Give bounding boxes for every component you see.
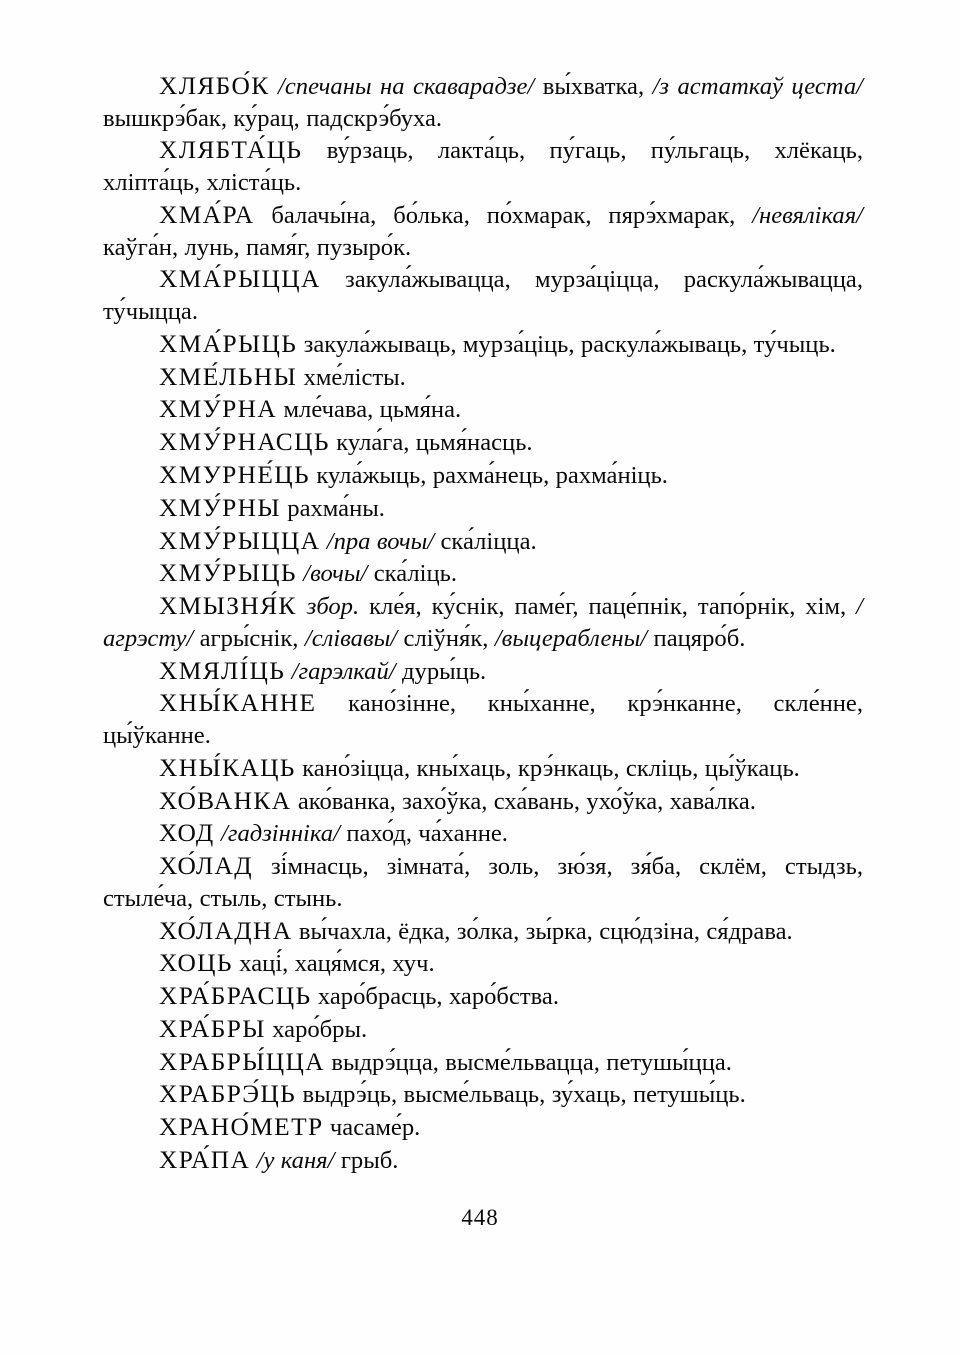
entry-headword: ХРАБРЫ́ЦЦА — [159, 1047, 325, 1076]
entry-synonyms-2: вышкрэ́бак, ку́рац, падскрэ́буха. — [103, 104, 443, 132]
entry-synonyms: ска́ліцца. — [440, 527, 537, 555]
entry-synonyms: дуры́ць. — [402, 657, 487, 685]
entry-headword: ХМУ́РНА — [159, 395, 278, 424]
dictionary-entry — [103, 915, 863, 948]
entry-synonyms: вы́чахла, ёдка, зо́лка, зы́рка, сцю́дзіна, ся́драва. — [298, 917, 793, 945]
entry-synonyms: хме́лісты. — [303, 363, 406, 391]
entry-synonyms: вы́хватка, — [542, 73, 645, 100]
entry-synonyms: пахо́д, ча́ханне. — [346, 820, 508, 848]
entry-gloss: /у каня/ — [256, 1146, 335, 1174]
dictionary-entry — [103, 1111, 863, 1144]
entries-column — [103, 70, 863, 1177]
dictionary-entry — [103, 70, 863, 134]
dictionary-entry — [103, 1144, 863, 1177]
entry-gloss: /гадзінніка/ — [221, 820, 340, 848]
entry-headword: ХО́ЛАДНА — [159, 916, 293, 945]
entry-synonyms-4: пацяро́б. — [653, 624, 746, 652]
dictionary-entry — [103, 655, 863, 688]
dictionary-entry — [103, 361, 863, 394]
entry-gloss-2: /агрэсту/ — [103, 593, 863, 652]
entry-synonyms: кано́зінне, кны́ханне, крэ́нканне, скле́нне, цы́ўканне. — [103, 690, 863, 750]
entry-synonyms: грыб. — [340, 1146, 399, 1174]
entry-headword: ХМА́РЫЦЦА — [159, 265, 321, 294]
entry-gloss-3: /слівавы/ — [304, 624, 398, 652]
entry-synonyms: рахма́ны. — [287, 494, 385, 522]
entry-synonyms: ска́ліць. — [373, 560, 458, 588]
dictionary-entry — [103, 947, 863, 980]
dictionary-entry — [103, 752, 863, 785]
entry-headword: ХМУ́РЫЦЬ — [159, 559, 297, 588]
entry-synonyms-2: агры́снік, — [199, 624, 299, 652]
entry-gloss: /спечаны на скаварадзе/ — [278, 73, 535, 100]
entry-synonyms: балачы́на, бо́лька, по́хмарак, пярэ́хмарак, — [271, 201, 736, 229]
entry-synonyms: зі́мнасць, зімната́, золь, зю́зя, зя́ба, склём, стыдзь, стыле́ча, стыль, стынь. — [103, 853, 863, 912]
entry-gloss: /гарэлкай/ — [291, 657, 396, 685]
dictionary-entry — [103, 492, 863, 525]
entry-synonyms: часаме́р. — [329, 1114, 421, 1142]
entry-gloss-4: /выцераблены/ — [494, 624, 648, 652]
entry-headword: ХМУ́РНЫ — [159, 493, 281, 522]
entry-synonyms: закула́жываць, мурза́ціць, раскула́жываць, ту́чыць. — [303, 330, 836, 358]
dictionary-entry — [103, 328, 863, 361]
page-number: 448 — [461, 1205, 499, 1230]
entry-headword: ХМЕ́ЛЬНЫ — [159, 362, 298, 391]
entry-headword: ХО́ЛАД — [159, 852, 253, 881]
entry-headword: ХРАБРЭ́ЦЬ — [159, 1080, 297, 1109]
dictionary-entry — [103, 199, 863, 263]
entry-headword: ХРА́БРЫ — [159, 1014, 266, 1043]
dictionary-entry — [103, 1046, 863, 1079]
dictionary-entry — [103, 459, 863, 492]
entry-gloss-2: /з астаткаў цеста/ — [652, 73, 863, 100]
dictionary-entry — [103, 785, 863, 818]
dictionary-entry — [103, 817, 863, 850]
entry-synonyms: харо́бры. — [272, 1015, 368, 1043]
dictionary-entry — [103, 134, 863, 198]
entry-synonyms: закула́жывацца, мурза́ціцца, раскула́жывацца, ту́чыцца. — [103, 266, 863, 326]
entry-synonyms: хаці́, хаця́мся, хуч. — [239, 950, 435, 978]
dictionary-entry — [103, 590, 863, 654]
entry-headword: ХНЫ́КАННЕ — [159, 689, 317, 718]
entry-synonyms: выдрэ́ць, высме́льваць, зу́хаць, петушы́ць. — [302, 1081, 746, 1109]
entry-gloss: /вочы/ — [303, 560, 368, 588]
dictionary-entry — [103, 1078, 863, 1111]
entry-headword: ХЛЯБО́К — [159, 72, 270, 100]
entry-headword: ХМЫЗНЯ́К — [159, 592, 297, 621]
entry-headword: ХРАНО́МЕТР — [159, 1113, 324, 1142]
entry-synonyms: кле́я, ку́снік, паме́г, паце́пнік, тапо́рнік, хім, — [369, 593, 847, 621]
entry-synonyms: кула́жыць, рахма́нець, рахма́ніць. — [316, 462, 668, 489]
dictionary-entry — [103, 263, 863, 327]
dictionary-entry — [103, 525, 863, 558]
entry-gloss-2: /невялікая/ — [752, 201, 863, 229]
entry-synonyms-2: каўга́н, лунь, памя́г, пузыро́к. — [103, 233, 412, 261]
entry-synonyms: харо́брасць, харо́бства. — [317, 983, 559, 1011]
dictionary-entry — [103, 980, 863, 1013]
entry-synonyms: ако́ванка, захо́ўка, сха́вань, ухо́ўка, хава́лка. — [297, 787, 756, 815]
dictionary-entry — [103, 687, 863, 751]
entry-headword: ХМУ́РЫЦЦА — [159, 526, 321, 555]
entry-headword: ХОД — [159, 819, 215, 848]
dictionary-entry — [103, 426, 863, 459]
dictionary-entry — [103, 1013, 863, 1046]
entry-synonyms-3: сліўня́к, — [403, 624, 489, 652]
dictionary-entry — [103, 557, 863, 590]
entry-headword: ХМЯЛІ́ЦЬ — [159, 656, 286, 685]
dictionary-entry — [103, 850, 863, 914]
entry-label: збор. — [306, 593, 360, 621]
entry-headword: ХРА́БРАСЦЬ — [159, 982, 312, 1011]
entry-headword: ХНЫ́КАЦЬ — [159, 753, 296, 782]
entry-gloss: /пра вочы/ — [326, 527, 435, 555]
entry-headword: ХРА́ПА — [159, 1145, 251, 1174]
entry-headword: ХО́ВАНКА — [159, 786, 292, 815]
entry-synonyms: кула́га, цьмя́насць. — [336, 429, 533, 457]
entry-headword: ХЛЯБТА́ЦЬ — [159, 136, 303, 165]
entry-headword: ХМУ́РНАСЦЬ — [159, 428, 330, 457]
entry-headword: ХОЦЬ — [159, 949, 233, 978]
entry-synonyms: мле́чава, цьмя́на. — [283, 396, 462, 424]
entry-headword: ХМУРНЕ́ЦЬ — [159, 461, 310, 489]
entry-synonyms: ву́рзаць, лакта́ць, пу́гаць, пу́льгаць, хлёкаць, хліпта́ць, хліста́ць. — [103, 137, 863, 197]
entry-headword: ХМА́РА — [159, 200, 255, 229]
entry-synonyms: выдрэ́цца, высме́львацца, петушы́цца. — [331, 1048, 732, 1076]
dictionary-entry — [103, 393, 863, 426]
entry-headword: ХМА́РЫЦЬ — [159, 329, 298, 358]
entry-synonyms: кано́зіцца, кны́хаць, крэ́нкаць, скліць, цы́ўкаць. — [302, 754, 800, 782]
